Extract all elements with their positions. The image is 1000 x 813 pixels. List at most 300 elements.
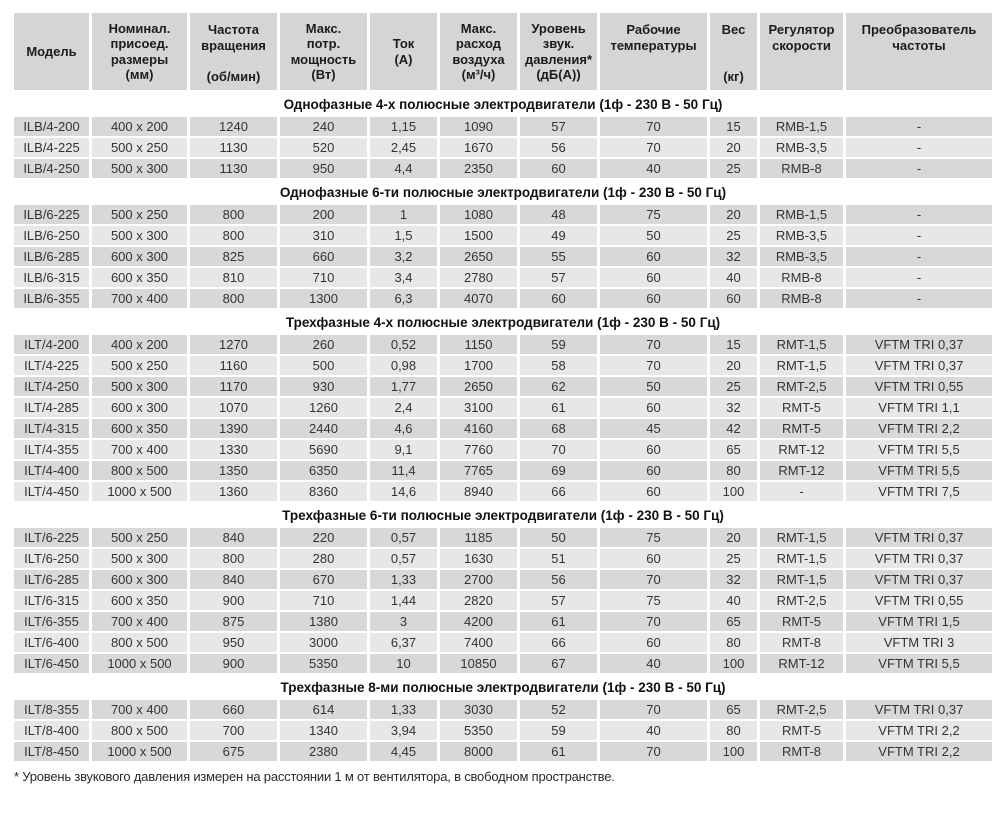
table-cell: RMB-3,5 (760, 138, 843, 157)
table-cell: 25 (710, 159, 757, 178)
section-header-0: Однофазные 4-х полюсные электродвигатели (1ф - 230 В - 50 Гц) (14, 92, 992, 115)
table-cell: VFTM TRI 0,55 (846, 377, 992, 396)
table-cell: 1160 (190, 356, 277, 375)
table-cell: 15 (710, 335, 757, 354)
table-cell: RMT-8 (760, 742, 843, 761)
model-cell: ILB/4-200 (14, 117, 89, 136)
column-header-3 (280, 13, 367, 90)
table-cell: 840 (190, 528, 277, 547)
table-cell: 70 (600, 700, 707, 719)
table-cell: 25 (710, 377, 757, 396)
column-header-line: (А) (394, 51, 413, 67)
table-cell: 3 (370, 612, 437, 631)
table-cell: 3100 (440, 398, 517, 417)
table-cell: 75 (600, 528, 707, 547)
table-cell: 0,98 (370, 356, 437, 375)
table-cell: 500 x 300 (92, 159, 187, 178)
table-cell: VFTM TRI 0,37 (846, 570, 992, 589)
table-cell: - (846, 205, 992, 224)
table-cell: 70 (520, 440, 597, 459)
table-cell: 7765 (440, 461, 517, 480)
table-cell: 1000 x 500 (92, 482, 187, 501)
model-cell: ILT/4-225 (14, 356, 89, 375)
table-cell: 8000 (440, 742, 517, 761)
table-cell: RMT-8 (760, 633, 843, 652)
table-cell: 614 (280, 700, 367, 719)
column-header-line: потр. (306, 36, 341, 51)
table-cell: 40 (710, 591, 757, 610)
table-cell: 280 (280, 549, 367, 568)
table-cell: 700 x 400 (92, 700, 187, 719)
model-cell: ILB/6-285 (14, 247, 89, 266)
table-cell: 800 (190, 289, 277, 308)
table-cell: RMB-8 (760, 289, 843, 308)
table-cell: 40 (600, 721, 707, 740)
column-header-line: частоты (892, 37, 946, 53)
model-cell: ILT/4-200 (14, 335, 89, 354)
table-cell: 59 (520, 335, 597, 354)
table-cell: 56 (520, 570, 597, 589)
table-cell: 40 (600, 159, 707, 178)
model-cell: ILB/4-225 (14, 138, 89, 157)
column-header-line: мощность (290, 51, 357, 67)
table-cell: 1,77 (370, 377, 437, 396)
table-cell: 950 (280, 159, 367, 178)
table-cell: 20 (710, 138, 757, 157)
section-header-2: Трехфазные 4-х полюсные электродвигатели (1ф - 230 В - 50 Гц) (14, 310, 992, 333)
table-cell: 800 x 500 (92, 721, 187, 740)
table-cell: VFTM TRI 5,5 (846, 654, 992, 673)
table-cell: 70 (600, 117, 707, 136)
model-cell: ILT/4-355 (14, 440, 89, 459)
section-header-1: Однофазные 6-ти полюсные электродвигатели (1ф - 230 В - 50 Гц) (14, 180, 992, 203)
model-cell: ILB/6-250 (14, 226, 89, 245)
table-cell: 60 (600, 440, 707, 459)
table-cell: 68 (520, 419, 597, 438)
table-cell: 900 (190, 654, 277, 673)
table-cell: 500 x 300 (92, 377, 187, 396)
table-cell: RMT-1,5 (760, 356, 843, 375)
table-cell: 70 (600, 570, 707, 589)
table-cell: 400 x 200 (92, 335, 187, 354)
table-cell: 600 x 300 (92, 398, 187, 417)
table-cell: 660 (190, 700, 277, 719)
model-cell: ILB/6-225 (14, 205, 89, 224)
model-cell: ILB/4-250 (14, 159, 89, 178)
model-cell: ILT/8-355 (14, 700, 89, 719)
table-cell: 60 (600, 461, 707, 480)
table-cell: 65 (710, 700, 757, 719)
table-cell: 1380 (280, 612, 367, 631)
table-cell: 48 (520, 205, 597, 224)
table-cell: 10850 (440, 654, 517, 673)
table-cell: RMT-2,5 (760, 700, 843, 719)
table-cell: 100 (710, 654, 757, 673)
table-cell: RMT-5 (760, 612, 843, 631)
table-cell: 1330 (190, 440, 277, 459)
table-cell: 1170 (190, 377, 277, 396)
table-cell: 600 x 300 (92, 247, 187, 266)
table-cell: 1630 (440, 549, 517, 568)
table-cell: 6,3 (370, 289, 437, 308)
table-cell: 500 (280, 356, 367, 375)
table-cell: 675 (190, 742, 277, 761)
table-cell: VFTM TRI 0,37 (846, 356, 992, 375)
table-cell: 1,33 (370, 570, 437, 589)
table-cell: 260 (280, 335, 367, 354)
column-header-line: Номинал. (108, 20, 171, 36)
table-cell: 1130 (190, 159, 277, 178)
table-cell: 70 (600, 138, 707, 157)
table-cell: 20 (710, 528, 757, 547)
table-cell: 70 (600, 742, 707, 761)
table-cell: 800 x 500 (92, 633, 187, 652)
column-header-line: (Вт) (311, 67, 336, 82)
table-cell: 70 (600, 356, 707, 375)
table-cell: 4200 (440, 612, 517, 631)
column-header-line: Вес (721, 22, 746, 37)
table-cell: - (846, 247, 992, 266)
section-header-4: Трехфазные 8-ми полюсные электродвигатели (1ф - 230 В - 50 Гц) (14, 675, 992, 698)
table-cell: 500 x 300 (92, 549, 187, 568)
column-header-1 (92, 13, 187, 90)
table-cell: 1185 (440, 528, 517, 547)
table-cell: 51 (520, 549, 597, 568)
table-cell: 700 x 400 (92, 440, 187, 459)
table-cell: 810 (190, 268, 277, 287)
table-cell: VFTM TRI 0,37 (846, 700, 992, 719)
table-cell: 8360 (280, 482, 367, 501)
column-header-line: Частота (207, 22, 259, 37)
column-header-line: (м³/ч) (461, 67, 496, 82)
table-cell: 2820 (440, 591, 517, 610)
table-cell: 50 (600, 377, 707, 396)
table-cell: 60 (710, 289, 757, 308)
table-cell: 1,5 (370, 226, 437, 245)
column-header-line: Макс. (305, 20, 342, 36)
table-cell: 42 (710, 419, 757, 438)
table-cell: 20 (710, 356, 757, 375)
table-cell: 4,4 (370, 159, 437, 178)
model-cell: ILT/4-250 (14, 377, 89, 396)
table-cell: RMB-8 (760, 159, 843, 178)
table-cell: 25 (710, 549, 757, 568)
table-cell: 1240 (190, 117, 277, 136)
table-cell: 500 x 250 (92, 528, 187, 547)
table-cell: 60 (600, 633, 707, 652)
column-header-0 (14, 13, 89, 90)
table-cell: 1 (370, 205, 437, 224)
table-cell: 55 (520, 247, 597, 266)
table-cell: 500 x 250 (92, 138, 187, 157)
table-cell: 1300 (280, 289, 367, 308)
table-cell: 56 (520, 138, 597, 157)
table-cell: RMT-2,5 (760, 591, 843, 610)
table-cell: 500 x 250 (92, 205, 187, 224)
table-cell: 52 (520, 700, 597, 719)
table-cell: 6,37 (370, 633, 437, 652)
table-cell: 800 x 500 (92, 461, 187, 480)
table-cell: 0,57 (370, 549, 437, 568)
table-cell: 25 (710, 226, 757, 245)
table-cell: VFTM TRI 1,1 (846, 398, 992, 417)
table-cell: 825 (190, 247, 277, 266)
table-cell: 840 (190, 570, 277, 589)
table-cell: 2650 (440, 247, 517, 266)
table-cell: VFTM TRI 5,5 (846, 440, 992, 459)
table-cell: 57 (520, 117, 597, 136)
table-cell: 100 (710, 742, 757, 761)
table-cell: RMT-1,5 (760, 570, 843, 589)
table-cell: 60 (600, 398, 707, 417)
table-cell: 1130 (190, 138, 277, 157)
column-header-line: Рабочие (626, 22, 681, 37)
table-cell: RMT-5 (760, 398, 843, 417)
table-cell: 400 x 200 (92, 117, 187, 136)
model-cell: ILT/8-450 (14, 742, 89, 761)
table-cell: 1,44 (370, 591, 437, 610)
table-cell: 700 x 400 (92, 612, 187, 631)
table-cell: 65 (710, 440, 757, 459)
table-cell: 40 (600, 654, 707, 673)
column-header-9 (760, 13, 843, 90)
column-header-2 (190, 13, 277, 90)
table-cell: 3000 (280, 633, 367, 652)
table-cell: 2780 (440, 268, 517, 287)
table-cell: RMB-3,5 (760, 226, 843, 245)
table-cell: VFTM TRI 1,5 (846, 612, 992, 631)
column-header-line: Макс. (460, 20, 497, 36)
table-cell: 4,6 (370, 419, 437, 438)
table-cell: 7400 (440, 633, 517, 652)
table-cell: 1,15 (370, 117, 437, 136)
table-cell: 69 (520, 461, 597, 480)
table-cell: 50 (600, 226, 707, 245)
table-cell: 58 (520, 356, 597, 375)
model-cell: ILT/8-400 (14, 721, 89, 740)
table-cell: 15 (710, 117, 757, 136)
column-header-10 (846, 13, 992, 90)
table-cell: 66 (520, 633, 597, 652)
table-cell: 1080 (440, 205, 517, 224)
table-cell: 59 (520, 721, 597, 740)
table-cell: - (760, 482, 843, 501)
table-cell: 61 (520, 612, 597, 631)
model-cell: ILB/6-315 (14, 268, 89, 287)
column-header-line: Преобразователь (861, 22, 977, 37)
column-header-line: (мм) (125, 67, 154, 82)
table-cell: 9,1 (370, 440, 437, 459)
table-cell: 80 (710, 633, 757, 652)
table-cell: 950 (190, 633, 277, 652)
column-header-line: размеры (110, 51, 169, 67)
model-cell: ILT/4-285 (14, 398, 89, 417)
table-cell: VFTM TRI 2,2 (846, 742, 992, 761)
column-header-line: температуры (610, 37, 697, 53)
model-cell: ILT/6-285 (14, 570, 89, 589)
table-cell: - (846, 268, 992, 287)
table-cell: 45 (600, 419, 707, 438)
table-cell: 60 (600, 247, 707, 266)
table-cell: 800 (190, 205, 277, 224)
table-cell: 310 (280, 226, 367, 245)
model-cell: ILT/6-355 (14, 612, 89, 631)
table-cell: 3,4 (370, 268, 437, 287)
table-cell: 80 (710, 461, 757, 480)
table-cell: VFTM TRI 0,37 (846, 528, 992, 547)
table-cell: 20 (710, 205, 757, 224)
table-cell: RMT-1,5 (760, 528, 843, 547)
table-cell: 100 (710, 482, 757, 501)
model-cell: ILT/6-225 (14, 528, 89, 547)
table-cell: - (846, 159, 992, 178)
table-cell: 1350 (190, 461, 277, 480)
column-header-4 (370, 13, 437, 90)
table-cell: 930 (280, 377, 367, 396)
model-cell: ILT/6-450 (14, 654, 89, 673)
table-cell: 0,57 (370, 528, 437, 547)
table-cell: 32 (710, 398, 757, 417)
model-cell: ILT/6-250 (14, 549, 89, 568)
table-cell: 500 x 300 (92, 226, 187, 245)
table-cell: VFTM TRI 7,5 (846, 482, 992, 501)
model-cell: ILB/6-355 (14, 289, 89, 308)
table-cell: 800 (190, 226, 277, 245)
table-cell: 500 x 250 (92, 356, 187, 375)
table-cell: 11,4 (370, 461, 437, 480)
table-cell: 1340 (280, 721, 367, 740)
table-cell: RMB-1,5 (760, 117, 843, 136)
column-header-unit: (кг) (723, 68, 744, 84)
table-cell: 0,52 (370, 335, 437, 354)
footnote: * Уровень звукового давления измерен на расстоянии 1 м от вентилятора, в свободном пространстве. (14, 769, 615, 784)
table-cell: 1360 (190, 482, 277, 501)
table-cell: RMT-1,5 (760, 549, 843, 568)
table-cell: 32 (710, 570, 757, 589)
column-header-line: давления* (524, 51, 593, 67)
column-header-7 (600, 13, 707, 90)
table-cell: 700 (190, 721, 277, 740)
table-cell: 4,45 (370, 742, 437, 761)
table-cell: 5350 (440, 721, 517, 740)
table-cell: - (846, 138, 992, 157)
table-cell: RMB-8 (760, 268, 843, 287)
table-cell: 200 (280, 205, 367, 224)
column-header-6 (520, 13, 597, 90)
table-cell: 32 (710, 247, 757, 266)
model-cell: ILT/4-450 (14, 482, 89, 501)
table-cell: 6350 (280, 461, 367, 480)
model-cell: ILT/4-315 (14, 419, 89, 438)
table-cell: 70 (600, 335, 707, 354)
model-cell: ILT/6-315 (14, 591, 89, 610)
table-cell: 14,6 (370, 482, 437, 501)
table-cell: 75 (600, 205, 707, 224)
table-cell: 75 (600, 591, 707, 610)
column-header-line: вращения (201, 37, 266, 53)
table-cell: 600 x 350 (92, 591, 187, 610)
spec-table (14, 13, 992, 761)
table-cell: RMT-1,5 (760, 335, 843, 354)
table-cell: 70 (600, 612, 707, 631)
table-cell: 520 (280, 138, 367, 157)
table-cell: RMT-12 (760, 654, 843, 673)
table-cell: 3,2 (370, 247, 437, 266)
table-cell: 65 (710, 612, 757, 631)
table-cell: 2440 (280, 419, 367, 438)
table-cell: 61 (520, 398, 597, 417)
column-header-line: (дБ(А)) (536, 67, 581, 82)
table-cell: 240 (280, 117, 367, 136)
table-cell: 62 (520, 377, 597, 396)
table-cell: VFTM TRI 3 (846, 633, 992, 652)
table-cell: 2,4 (370, 398, 437, 417)
table-cell: 670 (280, 570, 367, 589)
table-cell: 3,94 (370, 721, 437, 740)
table-cell: 7760 (440, 440, 517, 459)
table-cell: 1000 x 500 (92, 654, 187, 673)
column-header-line: воздуха (452, 51, 505, 67)
table-cell: VFTM TRI 5,5 (846, 461, 992, 480)
table-cell: 80 (710, 721, 757, 740)
table-cell: 10 (370, 654, 437, 673)
table-cell: RMT-12 (760, 440, 843, 459)
table-cell: 67 (520, 654, 597, 673)
table-cell: 49 (520, 226, 597, 245)
table-cell: 1,33 (370, 700, 437, 719)
table-cell: RMT-5 (760, 721, 843, 740)
column-header-5 (440, 13, 517, 90)
table-cell: 2,45 (370, 138, 437, 157)
table-cell: 61 (520, 742, 597, 761)
table-cell: VFTM TRI 2,2 (846, 419, 992, 438)
table-cell: 50 (520, 528, 597, 547)
table-cell: RMT-12 (760, 461, 843, 480)
table-cell: 1260 (280, 398, 367, 417)
column-header-line: звук. (542, 36, 575, 51)
table-cell: 900 (190, 591, 277, 610)
table-cell: 1070 (190, 398, 277, 417)
column-header-line: Ток (392, 36, 415, 51)
table-cell: RMT-5 (760, 419, 843, 438)
table-cell: RMT-2,5 (760, 377, 843, 396)
table-cell: VFTM TRI 0,55 (846, 591, 992, 610)
table-cell: 1000 x 500 (92, 742, 187, 761)
table-cell: 1500 (440, 226, 517, 245)
table-cell: - (846, 226, 992, 245)
table-cell: - (846, 289, 992, 308)
column-header-line: Модель (26, 43, 77, 59)
model-cell: ILT/6-400 (14, 633, 89, 652)
table-cell: 57 (520, 268, 597, 287)
table-cell: 3030 (440, 700, 517, 719)
table-cell: 710 (280, 268, 367, 287)
table-cell: 57 (520, 591, 597, 610)
table-cell: VFTM TRI 0,37 (846, 335, 992, 354)
table-cell: 5350 (280, 654, 367, 673)
table-cell: 220 (280, 528, 367, 547)
table-cell: 2350 (440, 159, 517, 178)
table-cell: 60 (520, 159, 597, 178)
table-cell: 2380 (280, 742, 367, 761)
column-header-unit: (об/мин) (206, 68, 261, 84)
table-cell: 600 x 350 (92, 419, 187, 438)
table-cell: 600 x 350 (92, 268, 187, 287)
table-cell: 60 (600, 482, 707, 501)
table-cell: 1390 (190, 419, 277, 438)
table-cell: 875 (190, 612, 277, 631)
column-header-line: расход (455, 36, 502, 51)
